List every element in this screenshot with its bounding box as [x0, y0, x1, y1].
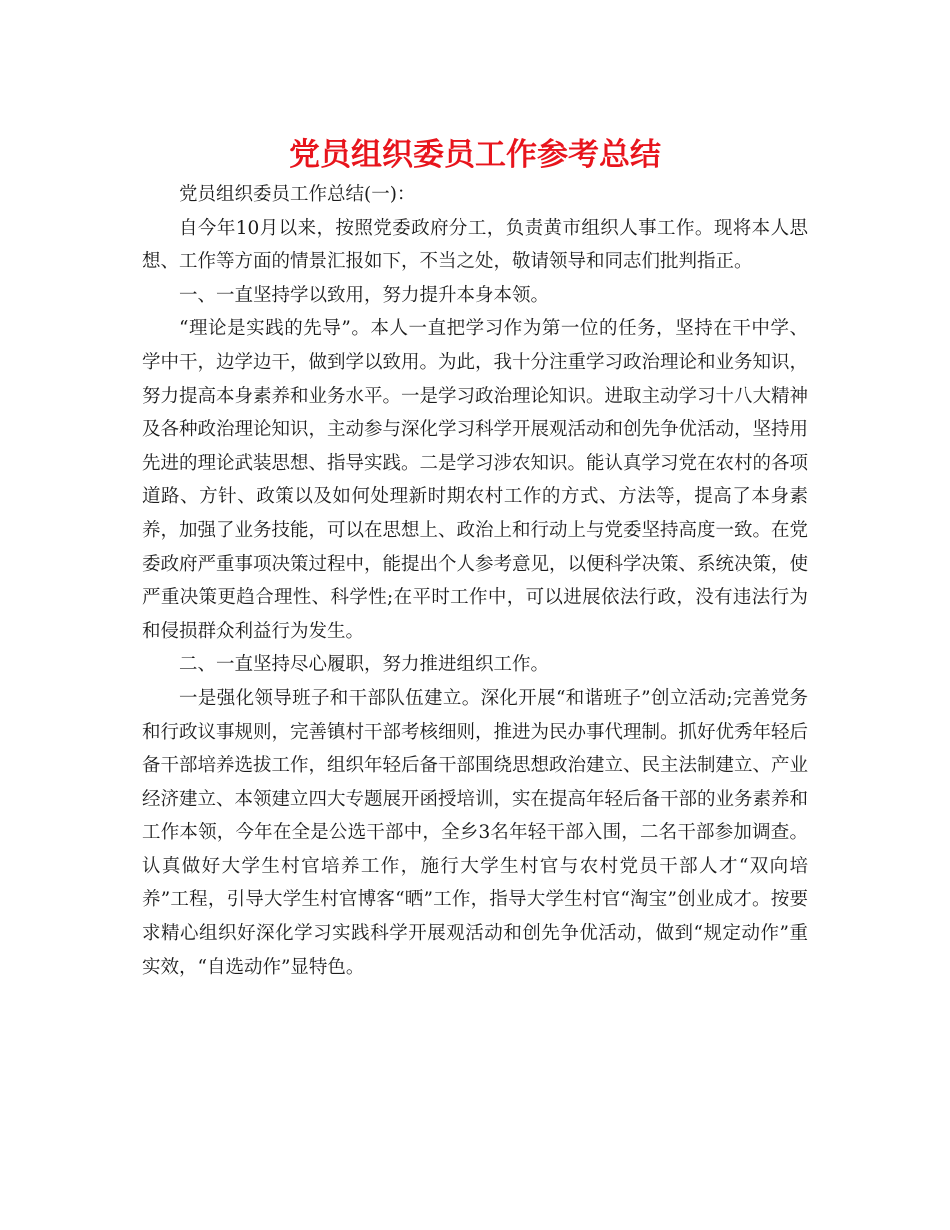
- section-heading-2: 二、一直坚持尽心履职，努力推进组织工作。: [179, 654, 550, 676]
- paragraph-section-2: 一是强化领导班子和干部队伍建立。深化开展“和谐班子”创立活动;完善党务和行政议事规则，完善镇村干部考核细则，推进为民办事代理制。抓好优秀年轻后备干部培养选拔工作，组织年轻后备干部围绕思想政治建立、民主法制建立、产业经济建立、本领建立四大专题展开函授培训，实在提高年轻后备干部的业务素养和工作本领，今年在全是公选干部中，全乡3名年轻干部入围，二名干部参加调查。认真做好大学生村官培养工作，施行大学生村官与农村党员干部人才“双向培养”工程，引导大学生村官博客“晒”工作，指导大学生村官“淘宝”创业成才。按要求精心组织好深化学习实践科学开展观活动和创先争优活动，做到“规定动作”重实效，“自选动作”显特色。: [142, 687, 809, 978]
- paragraph-section-1: “理论是实践的先导”。本人一直把学习作为第一位的任务，坚持在干中学、学中干，边学边干，做到学以致用。为此，我十分注重学习政治理论和业务知识，努力提高本身素养和业务水平。一是学习政治理论知识。进取主动学习十八大精神及各种政治理论知识，主动参与深化学习科学开展观活动和创先争优活动，坚持用先进的理论武装思想、指导实践。二是学习涉农知识。能认真学习党在农村的各项道路、方针、政策以及如何处理新时期农村工作的方式、方法等，提高了本身素养，加强了业务技能，可以在思想上、政治上和行动上与党委坚持高度一致。在党委政府严重事项决策过程中，能提出个人参考意见，以便科学决策、系统决策，使严重决策更趋合理性、科学性;在平时工作中，可以进展依法行政，没有违法行为和侵损群众利益行为发生。: [142, 318, 809, 642]
- paragraph-intro: 自今年10月以来，按照党委政府分工，负责黄市组织人事工作。现将本人思想、工作等方面的情景汇报如下，不当之处，敬请领导和同志们批判指正。: [142, 217, 808, 273]
- document-title: 党员组织委员工作参考总结: [289, 137, 661, 173]
- document-body: [142, 178, 808, 984]
- paragraph-heading-intro: 党员组织委员工作总结(一)：: [179, 184, 416, 205]
- section-heading-1: 一、一直坚持学以致用，努力提升本身本领。: [179, 284, 550, 306]
